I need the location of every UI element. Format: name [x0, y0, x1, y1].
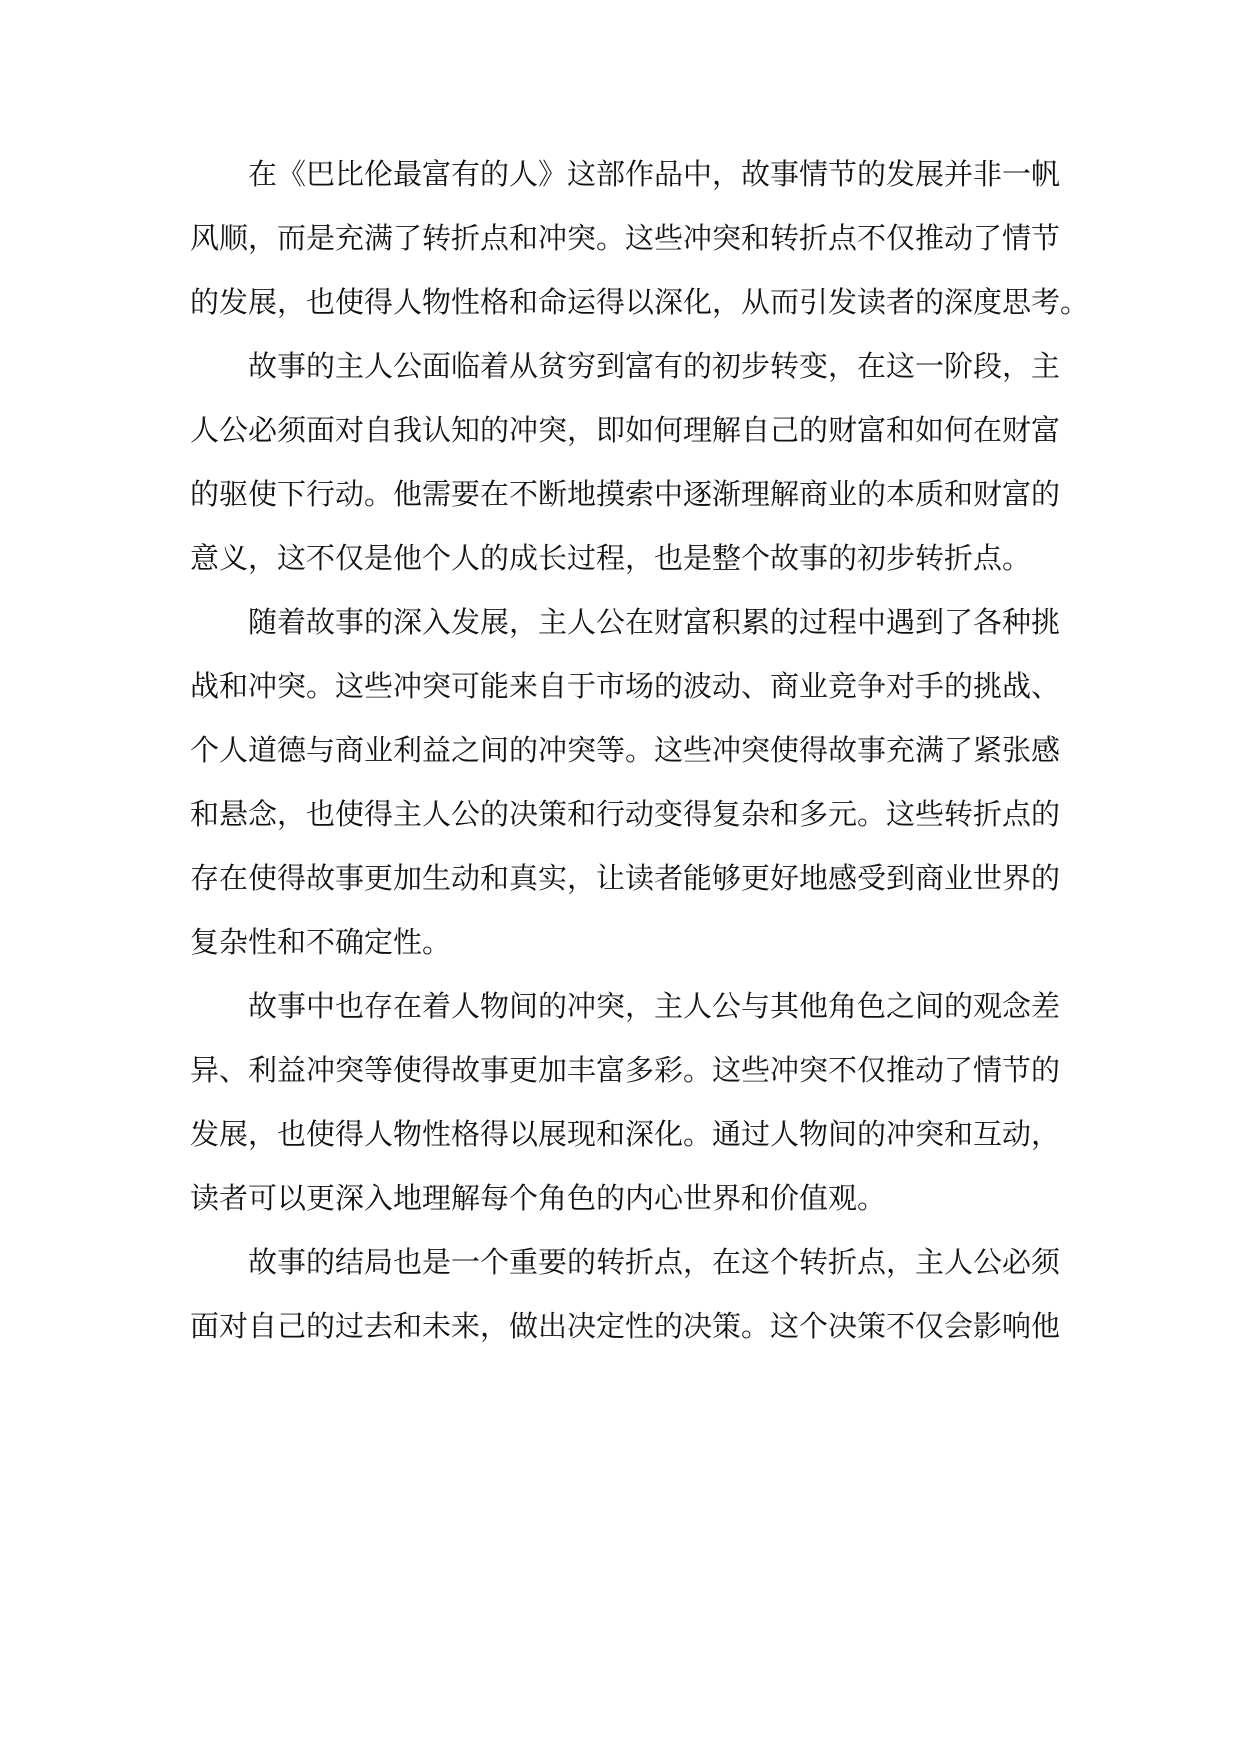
text-line: 意义，这不仅是他个人的成长过程，也是整个故事的初步转折点。 [190, 541, 1032, 575]
text-line: 读者可以更深入地理解每个角色的内心世界和价值观。 [190, 1181, 887, 1215]
text-line: 战和冲突。这些冲突可能来自于市场的波动、商业竞争对手的挑战、 [190, 669, 1061, 703]
text-line: 随着故事的深入发展，主人公在财富积累的过程中遇到了各种挑 [248, 605, 1061, 639]
text-line: 风顺，而是充满了转折点和冲突。这些冲突和转折点不仅推动了情节 [190, 221, 1061, 255]
text-line: 个人道德与商业利益之间的冲突等。这些冲突使得故事充满了紧张感 [190, 733, 1061, 767]
text-line: 异、利益冲突等使得故事更加丰富多彩。这些冲突不仅推动了情节的 [190, 1053, 1061, 1087]
paragraph [190, 1230, 1061, 1358]
text-line: 面对自己的过去和未来，做出决定性的决策。这个决策不仅会影响他 [190, 1309, 1061, 1343]
paragraph [190, 974, 1061, 1230]
paragraph [190, 334, 1061, 590]
text-line: 存在使得故事更加生动和真实，让读者能够更好地感受到商业世界的 [190, 861, 1061, 895]
text-line: 发展，也使得人物性格得以展现和深化。通过人物间的冲突和互动， [190, 1117, 1061, 1151]
text-line: 的驱使下行动。他需要在不断地摸索中逐渐理解商业的本质和财富的 [190, 477, 1061, 511]
paragraph [190, 590, 1061, 974]
text-line: 复杂性和不确定性。 [190, 925, 452, 959]
text-line: 故事的主人公面临着从贫穷到富有的初步转变，在这一阶段，主 [248, 349, 1061, 383]
text-line: 在《巴比伦最富有的人》这部作品中，故事情节的发展并非一帆 [248, 157, 1061, 191]
paragraph [190, 142, 1090, 334]
text-line: 故事的结局也是一个重要的转折点，在这个转折点，主人公必须 [248, 1245, 1061, 1279]
document-body [190, 142, 1090, 1358]
text-line: 人公必须面对自我认知的冲突，即如何理解自己的财富和如何在财富 [190, 413, 1061, 447]
text-line: 和悬念，也使得主人公的决策和行动变得复杂和多元。这些转折点的 [190, 797, 1061, 831]
text-line: 的发展，也使得人物性格和命运得以深化，从而引发读者的深度思考。 [190, 285, 1090, 319]
text-line: 故事中也存在着人物间的冲突，主人公与其他角色之间的观念差 [248, 989, 1061, 1023]
